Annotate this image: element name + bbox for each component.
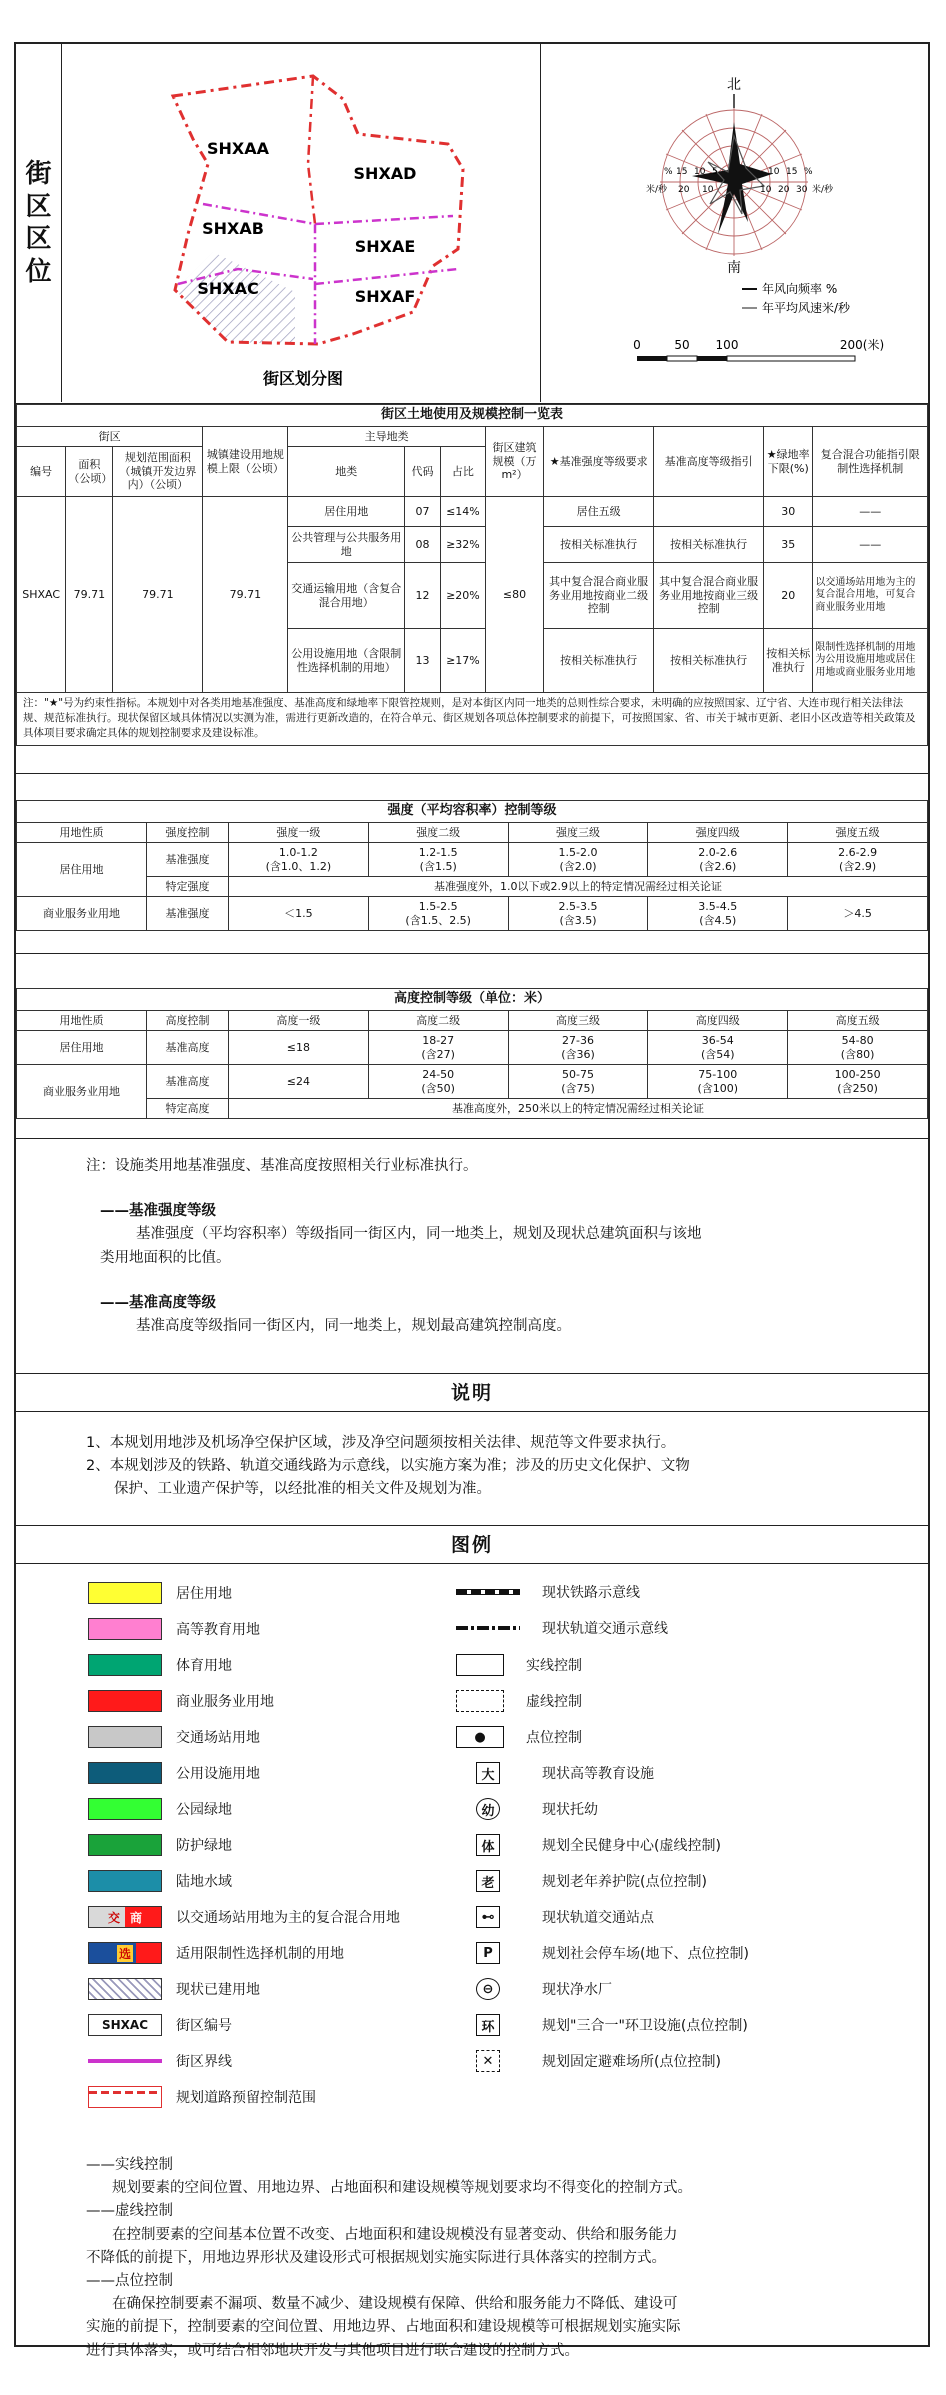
legend-item-right: [456, 1906, 654, 1928]
legend-item-right: [456, 1654, 582, 1676]
legend-label: 街区界线: [176, 2054, 232, 2070]
col-header: 高度五级: [788, 1011, 928, 1031]
legend-symbol: [456, 1942, 520, 1964]
row-type: 公共管理与公共服务用地: [288, 527, 405, 563]
block-boundary-line: [315, 216, 453, 224]
strength-table: [16, 800, 928, 931]
legend-swatch: [88, 1762, 162, 1784]
legend-title: 图例: [16, 1526, 928, 1564]
block-label: SHXAD: [353, 164, 417, 183]
explain-item-2a: 2、本规划涉及的铁路、轨道交通线路为示意线，以实施方案为准；涉及的历史文化保护、文物: [86, 1458, 690, 1475]
legend-swatch: [88, 1726, 162, 1748]
legend-label: 居住用地: [176, 1586, 232, 1602]
legend-label: 现状托幼: [542, 1802, 598, 1818]
legend-label: 虚线控制: [526, 1694, 582, 1710]
legend-item-right: [456, 1690, 582, 1712]
legend-item-left: [88, 1906, 400, 1928]
block-map: [63, 44, 541, 402]
notes-s1-line2: 类用地面积的比值。: [100, 1249, 231, 1266]
explain-section: [16, 1374, 928, 1526]
rose-label: 10: [760, 185, 772, 195]
legend-item-right: [456, 1978, 612, 2000]
h-mixed: 复合混合功能指引限制性选择机制: [813, 427, 928, 497]
legend-glyph: P: [476, 1942, 500, 1964]
grade-cell: 18-27 (含27): [368, 1031, 508, 1065]
strength-title: 强度（平均容积率）控制等级: [17, 801, 928, 823]
col-header: 强度三级: [508, 823, 648, 843]
landuse-section: [16, 404, 928, 774]
block-label: SHXAB: [202, 219, 264, 238]
legend-symbol: [456, 1626, 520, 1630]
legend-glyph: ⊷: [476, 1906, 500, 1928]
mix-swatch-a: 交: [107, 1910, 120, 1925]
legend-item-left: [88, 1978, 260, 2000]
grade-cell: ＞4.5: [788, 897, 928, 931]
grade-cell: ＜1.5: [229, 897, 369, 931]
row-limit: 79.71: [203, 497, 288, 693]
map-caption: 街区划分图: [262, 369, 344, 388]
scale-label: 200(米): [839, 338, 885, 352]
col-header: 强度控制: [147, 823, 229, 843]
rose-label: 10: [702, 185, 714, 195]
legend-label: 公用设施用地: [176, 1766, 260, 1782]
col-header: 强度一级: [229, 823, 369, 843]
legend-swatch: [88, 2050, 162, 2072]
h-height: 基准高度等级指引: [654, 427, 764, 497]
limit-swatch-glyph: 选: [118, 1946, 131, 1961]
row-area: 79.71: [66, 497, 113, 693]
col-header: 强度四级: [648, 823, 788, 843]
legend-symbol: [456, 1690, 504, 1712]
planning-sheet: [14, 42, 930, 2359]
grade-cell: 1.5-2.5 (含1.5、2.5): [368, 897, 508, 931]
col-header: 高度一级: [229, 1011, 369, 1031]
legend-label: 现状轨道交通站点: [542, 1910, 654, 1926]
h-green: ★绿地率下限(%): [764, 427, 813, 497]
grade-cell: 36-54 (含54): [648, 1031, 788, 1065]
height-title: 高度控制等级（单位：米）: [17, 989, 928, 1011]
legend-swatch: [88, 1690, 162, 1712]
grade-cell: 1.5-2.0 (含2.0): [508, 843, 648, 877]
grade-cell: 24-50 (含50): [368, 1065, 508, 1099]
legend-label: 现状净水厂: [542, 1982, 612, 1998]
h-area: 面积（公顷）: [66, 447, 113, 497]
block-boundary-line: [315, 269, 458, 284]
row-code: SHXAC: [17, 497, 66, 693]
row-strength: 居住五级: [544, 497, 654, 527]
grade-cell: 1.2-1.5 (含1.5): [368, 843, 508, 877]
legend-symbol: [456, 1589, 520, 1595]
res-special-label: 特定强度: [147, 877, 229, 897]
res-base-label: 基准强度: [147, 843, 229, 877]
location-section: [16, 44, 928, 404]
col-header: 强度二级: [368, 823, 508, 843]
grade-cell: 50-75 (含75): [508, 1065, 648, 1099]
legend-glyph: ⊖: [476, 1978, 500, 2000]
north-label: 北: [727, 77, 741, 93]
block-code-swatch: SHXAC: [101, 2018, 149, 2032]
legend-item-right: [456, 1582, 640, 1602]
row-tcode: 13: [405, 629, 441, 693]
c3-line3: 进行具体落实，或可结合相邻地块开发与其他项目进行联合建设的控制方式。: [86, 2342, 579, 2359]
legend-item-left: [88, 2014, 232, 2036]
explain-item-2b: 保护、工业遗产保护等，以经批准的相关文件及规划为准。: [114, 1481, 491, 1498]
row-green: 35: [764, 527, 813, 563]
row-mixed: 以交通场站用地为主的复合混合用地，可复合商业服务业用地: [813, 563, 928, 629]
legend-item-right: [456, 1870, 707, 1892]
wind-rose-svg: [542, 44, 928, 402]
res-label: 居住用地: [17, 843, 147, 897]
h-main: 主导地类: [288, 427, 485, 447]
legend-symbol: [456, 1654, 504, 1676]
side-char: 位: [25, 256, 52, 287]
row-green: 30: [764, 497, 813, 527]
row-height: 按相关标准执行: [654, 629, 764, 693]
rose-label: 5: [712, 167, 718, 177]
c3-line1: 在确保控制要素不漏项、数量不减少、建设规模有保障、供给和服务能力不降低、建设可: [112, 2296, 678, 2313]
legend-symbol: [456, 2050, 520, 2072]
notes-s2-title: ——基准高度等级: [100, 1294, 216, 1311]
row-tcode: 12: [405, 563, 441, 629]
row-green: 按相关标准执行: [764, 629, 813, 693]
block-map-svg: [63, 44, 541, 402]
height-header-row: [17, 1011, 928, 1031]
row-mixed: ——: [813, 497, 928, 527]
legend-label: 规划社会停车场(地下、点位控制): [542, 1946, 749, 1962]
legend-swatch: [88, 1618, 162, 1640]
legend-item-left: [88, 1798, 232, 1820]
scale-bar: [637, 356, 855, 361]
legend-label: 规划"三合一"环卫设施(点位控制): [542, 2018, 748, 2034]
control-definitions: [86, 2154, 926, 2363]
grade-cell: ≤24: [229, 1065, 369, 1099]
height-section: [16, 954, 928, 1139]
h-code: 编号: [17, 447, 66, 497]
legend-label: 街区编号: [176, 2018, 232, 2034]
h-limit: 城镇建设用地规模上限（公顷）: [203, 427, 288, 497]
landuse-note: 注："★"号为约束性指标。本规划中对各类用地基准强度、基准高度和绿地率下限管控规则，是对本街区内同一地类的总则性综合要求，未明确的应按照国家、辽宁省、大连市现行相关法律法规、规范标准执行。现状保留区域具体情况以实测为准，需进行更新改造的，在符合单元、街区规划各项总体控制要求的前提下，可按照国家、省、市关于城市更新、老旧小区改造等相关政策及具体项目要求确定具体的规划控制要求及建设标准。: [17, 693, 928, 746]
legend-label: 现状高等教育设施: [542, 1766, 654, 1782]
legend-swatch: [88, 1870, 162, 1892]
legend-label: 现状铁路示意线: [542, 1585, 640, 1601]
col-header: 用地性质: [17, 1011, 147, 1031]
grade-cell: 2.5-3.5 (含3.5): [508, 897, 648, 931]
legend-label: 实线控制: [526, 1658, 582, 1674]
res-label: 居住用地: [17, 1031, 147, 1065]
landuse-table: [16, 404, 928, 746]
height-table: [16, 988, 928, 1119]
rose-label: 30: [796, 185, 808, 195]
legend-label: 现状已建用地: [176, 1982, 260, 1998]
legend-section: [16, 1526, 928, 2359]
legend-label: 现状轨道交通示意线: [542, 1621, 668, 1637]
legend-label: 体育用地: [176, 1658, 232, 1674]
legend-glyph: 老: [476, 1870, 500, 1892]
row-strength: 按相关标准执行: [544, 629, 654, 693]
legend-swatch: [88, 1834, 162, 1856]
notes-s1-line1: 基准强度（平均容积率）等级指同一街区内，同一地类上，规划及现状总建筑面积与该地: [136, 1226, 702, 1243]
legend-label: 公园绿地: [176, 1802, 232, 1818]
south-label: 南: [727, 260, 741, 276]
row-tcode: 07: [405, 497, 441, 527]
legend-symbol: [456, 1834, 520, 1856]
h-scale: 街区建筑规模（万m²）: [485, 427, 543, 497]
col-header: 高度三级: [508, 1011, 648, 1031]
c1-line1: 规划要素的空间位置、用地边界、占地面积和建设规模等规划要求均不得变化的控制方式。: [112, 2180, 692, 2197]
legend-swatch: [88, 1582, 162, 1604]
mix-swatch-b: 商: [130, 1910, 143, 1925]
c2-line2: 不降低的前提下，用地边界形状及建设形式可根据规划实施实际进行具体落实的控制方式。: [86, 2249, 666, 2266]
legend-label: 商业服务业用地: [176, 1694, 274, 1710]
special-label: 特定高度: [147, 1099, 229, 1119]
row-ratio: ≥17%: [441, 629, 486, 693]
legend-label: 规划老年养护院(点位控制): [542, 1874, 707, 1890]
grade-cell: ≤18: [229, 1031, 369, 1065]
legend-symbol: [456, 1870, 520, 1892]
row-strength: 按相关标准执行: [544, 527, 654, 563]
rose-label: 米/秒: [812, 185, 834, 195]
row-mixed: 限制性选择机制的用地为公用设施用地或居住用地或商业服务业用地: [813, 629, 928, 693]
block-label: SHXAA: [206, 139, 270, 158]
block-label: SHXAF: [354, 287, 416, 306]
legend-label: 适用限制性选择机制的用地: [176, 1946, 344, 1962]
legend-symbol: [456, 1978, 520, 2000]
rose-label: 20: [778, 185, 790, 195]
col-header: 用地性质: [17, 823, 147, 843]
legend-glyph: 体: [476, 1834, 500, 1856]
legend-item-right: [456, 1618, 668, 1638]
row-strength: 其中复合混合商业服务业用地按商业二级控制: [544, 563, 654, 629]
grade-cell: 75-100 (含100): [648, 1065, 788, 1099]
legend-label: 陆地水域: [176, 1874, 232, 1890]
c2-title: ——虚线控制: [86, 2203, 173, 2220]
location-side-label: [16, 44, 62, 402]
legend-item-left: [88, 1582, 232, 1604]
existing-built-area: [175, 252, 295, 344]
row-ratio: ≤14%: [441, 497, 486, 527]
legend-item-right: [456, 1726, 582, 1748]
com-label: 商业服务业用地: [17, 1065, 147, 1119]
row-ratio: ≥32%: [441, 527, 486, 563]
legend-item-left: [88, 1870, 232, 1892]
legend-symbol: [456, 1762, 520, 1784]
col-header: 强度五级: [788, 823, 928, 843]
legend-item-right: [456, 1942, 749, 1964]
rose-label: 15: [786, 167, 798, 177]
legend-swatch: [88, 1798, 162, 1820]
row-type: 公用设施用地（含限制性选择机制的用地）: [288, 629, 405, 693]
side-char: 区: [25, 191, 52, 222]
legend-item-left: [88, 2086, 316, 2108]
legend-swatch: [88, 1942, 162, 1964]
com-base-label: 基准高度: [147, 1065, 229, 1099]
legend-swatch: [88, 1978, 162, 2000]
grade-cell: 100-250 (含250): [788, 1065, 928, 1099]
legend-glyph: ●: [474, 1729, 486, 1745]
scale-label: 50: [674, 338, 690, 352]
legend-item-left: [88, 2050, 232, 2072]
legend-item-right: [456, 1762, 654, 1784]
c3-line2: 实施的前提下，控制要素的空间位置、用地边界、占地面积和建设规模等可根据规划实施实际: [86, 2319, 681, 2336]
h-range: 规划范围面积（城镇开发边界内）（公顷）: [113, 447, 203, 497]
col-header: 高度二级: [368, 1011, 508, 1031]
grade-cell: 3.5-4.5 (含4.5): [648, 897, 788, 931]
legend-symbol: [456, 2014, 520, 2036]
row-green: 20: [764, 563, 813, 629]
notes-s2-line1: 基准高度等级指同一街区内，同一地类上，规划最高建筑控制高度。: [136, 1317, 571, 1334]
grade-cell: 2.0-2.6 (含2.6): [648, 843, 788, 877]
legend-label: 防护绿地: [176, 1838, 232, 1854]
legend-item-right: [456, 2014, 748, 2036]
rose-label: %: [664, 167, 673, 177]
explain-item-1: 1、本规划用地涉及机场净空保护区域，涉及净空问题须按相关法律、规范等文件要求执行。: [86, 1435, 676, 1451]
rose-label: 10: [768, 167, 780, 177]
legend-symbol: [456, 1798, 520, 1820]
notes-line1: 注：设施类用地基准强度、基准高度按照相关行业标准执行。: [86, 1158, 478, 1174]
notes-section: [16, 1139, 928, 1374]
legend-swatch: [88, 1654, 162, 1676]
h-tcode: 代码: [405, 447, 441, 497]
rose-label: %: [804, 167, 813, 177]
legend-item-right: [456, 2050, 721, 2072]
row-ratio: ≥20%: [441, 563, 486, 629]
rose-label: 15: [676, 167, 688, 177]
legend-glyph: 环: [476, 2014, 500, 2036]
row-mixed: ——: [813, 527, 928, 563]
legend-label: 以交通场站用地为主的复合混合用地: [176, 1910, 400, 1926]
side-char: 街: [25, 159, 52, 189]
h-type: 地类: [288, 447, 405, 497]
strength-section: [16, 774, 928, 954]
legend-item-left: [88, 1654, 232, 1676]
h-ratio: 占比: [441, 447, 486, 497]
row-scale: ≤80: [485, 497, 543, 693]
grade-cell: 2.6-2.9 (含2.9): [788, 843, 928, 877]
legend-swatch: [88, 2086, 162, 2108]
legend-item-left: [88, 1690, 274, 1712]
legend-item-left: [88, 1942, 344, 1964]
legend-item-right: [456, 1798, 598, 1820]
legend-label: 规划固定避难场所(点位控制): [542, 2054, 721, 2070]
com-base-label: 基准强度: [147, 897, 229, 931]
legend-symbol: [456, 1906, 520, 1928]
c2-line1: 在控制要素的空间基本位置不改变、占地面积和建设规模没有显著变动、供给和服务能力: [112, 2226, 678, 2243]
legend-swatch: [88, 1906, 162, 1928]
grade-cell: 1.0-1.2 (含1.0、1.2): [229, 843, 369, 877]
special-text: 基准高度外，250米以上的特定情况需经过相关论证: [229, 1099, 928, 1119]
rose-label: 20: [678, 185, 690, 195]
rose-label: 米/秒: [646, 185, 668, 195]
res-special: 基准强度外，1.0以下或2.9以上的特定情况需经过相关论证: [229, 877, 928, 897]
legend-item-left: [88, 1762, 260, 1784]
grade-cell: 27-36 (含36): [508, 1031, 648, 1065]
h-block: 街区: [17, 427, 203, 447]
row-height: 按相关标准执行: [654, 527, 764, 563]
c1-title: ——实线控制: [86, 2157, 173, 2173]
col-header: 高度四级: [648, 1011, 788, 1031]
legend-symbol: [456, 1726, 504, 1748]
scale-label: 0: [633, 338, 641, 352]
landuse-title: 街区土地使用及规模控制一览表: [17, 405, 928, 427]
h-strength: ★基准强度等级要求: [544, 427, 654, 497]
legend-label: 点位控制: [526, 1730, 582, 1746]
legend-item-right: [456, 1834, 721, 1856]
row-tcode: 08: [405, 527, 441, 563]
block-label: SHXAC: [197, 279, 259, 298]
legend-glyph: 大: [476, 1762, 500, 1784]
side-char: 区: [25, 224, 52, 254]
legend-label: 交通场站用地: [176, 1730, 260, 1746]
legend-item-left: [88, 1618, 260, 1640]
legend-label: 规划全民健身中心(虚线控制): [542, 1838, 721, 1854]
c3-title: ——点位控制: [86, 2272, 173, 2289]
rose-legend-speed: 年平均风速米/秒: [762, 301, 851, 315]
wind-frequency-shape: [692, 122, 772, 234]
col-header: 高度控制: [147, 1011, 229, 1031]
legend-glyph: ✕: [476, 2050, 500, 2072]
row-range: 79.71: [113, 497, 203, 693]
rose-legend-frequency: 年风向频率 %: [762, 282, 838, 296]
scale-label: 100: [715, 338, 739, 352]
legend-swatch: [88, 2014, 162, 2036]
rose-label: 10: [694, 167, 706, 177]
wind-rose-panel: [542, 44, 928, 402]
legend-item-left: [88, 1834, 232, 1856]
block-boundary-line: [308, 76, 315, 224]
strength-header-row: [17, 823, 928, 843]
row-type: 居住用地: [288, 497, 405, 527]
legend-glyph: 幼: [476, 1798, 500, 1820]
notes-s1-title: ——基准强度等级: [100, 1203, 216, 1220]
legend-item-left: [88, 1726, 260, 1748]
row-height: [654, 497, 764, 527]
row-height: 其中复合混合商业服务业用地按商业三级控制: [654, 563, 764, 629]
block-label: SHXAE: [354, 237, 416, 256]
com-label: 商业服务业用地: [17, 897, 147, 931]
grade-cell: 54-80 (含80): [788, 1031, 928, 1065]
res-base-label: 基准高度: [147, 1031, 229, 1065]
legend-label: 规划道路预留控制范围: [176, 2090, 316, 2106]
row-type: 交通运输用地（含复合混合用地）: [288, 563, 405, 629]
explain-title: 说明: [16, 1374, 928, 1412]
legend-label: 高等教育用地: [176, 1622, 260, 1638]
